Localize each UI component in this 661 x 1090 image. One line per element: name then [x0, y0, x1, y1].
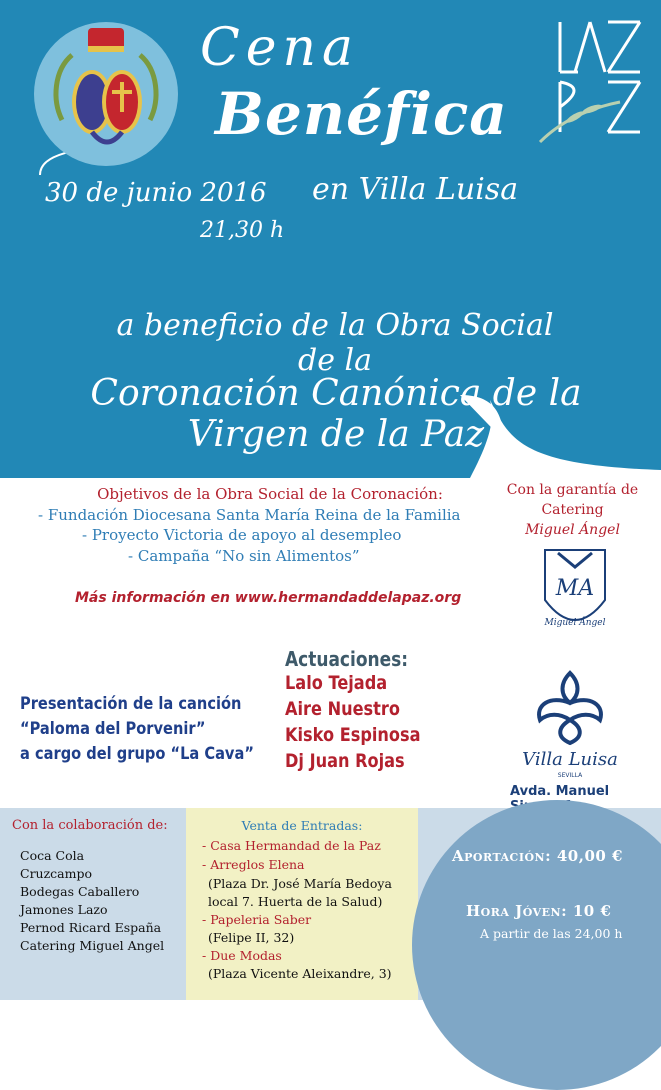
catering-line-2: Catering: [541, 502, 604, 518]
villa-logo-city: SEVILLA: [557, 772, 583, 779]
objective-item: - Fundación Diocesana Santa María Reina de la Familia: [38, 506, 461, 524]
objective-item: - Campaña “No sin Alimentos”: [128, 547, 360, 565]
performer: Kisko Espinosa: [285, 724, 421, 746]
price-hora-joven: Hora Jóven: 10 €: [466, 902, 612, 920]
presentation-line-2: “Paloma del Porvenir”: [20, 719, 206, 739]
la-paz-logo-icon: [530, 12, 650, 152]
event-date: 30 de junio 2016: [45, 178, 267, 208]
catering-logo-icon: [540, 545, 610, 640]
price-aportacion: Aportación: 40,00 €: [452, 847, 623, 865]
hora-joven-note: A partir de las 24,00 h: [480, 926, 623, 941]
performer: Lalo Tejada: [285, 672, 388, 694]
ticket-outlet: - Arreglos Elena: [202, 857, 305, 872]
catering-line-1: Con la garantía de: [506, 482, 639, 498]
benefit-line-1: a beneficio de la Obra Social de la: [116, 308, 554, 378]
ticket-outlet-address: (Felipe II, 32): [208, 930, 295, 945]
villa-logo-name: Villa Luisa: [522, 749, 618, 770]
ticket-outlet: - Casa Hermandad de la Paz: [202, 838, 381, 853]
ticket-outlet: - Papeleria Saber: [202, 912, 312, 927]
objectives-title: Objetivos de la Obra Social de la Coronación:: [97, 485, 443, 503]
collaboration-title: Con la colaboración de:: [12, 818, 168, 833]
venue-address: Avda. Manuel: [510, 784, 610, 799]
sponsor-item: Jamones Lazo: [20, 902, 108, 917]
more-info-link[interactable]: Más información en www.hermandaddelapaz.org: [75, 590, 462, 606]
title-line-1: Cena: [200, 18, 360, 78]
ticket-outlet-address: (Plaza Vicente Aleixandre, 3): [208, 966, 392, 981]
objective-item: - Proyecto Victoria de apoyo al desempleo: [82, 526, 402, 544]
performer: Dj Juan Rojas: [285, 750, 405, 772]
catering-logo-text: Miguel Ángel: [544, 618, 606, 628]
presentation-line-1: Presentación de la canción: [20, 694, 242, 714]
performer: Aire Nuestro: [285, 698, 400, 720]
sponsor-item: Bodegas Caballero: [20, 884, 140, 899]
catering-name: Miguel Ángel: [525, 522, 620, 538]
sponsor-item: Cruzcampo: [20, 866, 93, 881]
sponsor-item: Pernod Ricard España: [20, 920, 162, 935]
benefit-line-2: Coronación Canónica de la Virgen de la Paz: [90, 373, 582, 455]
catering-guarantee: [505, 480, 640, 540]
ticket-outlet: - Due Modas: [202, 948, 282, 963]
brotherhood-crest-icon: [32, 20, 180, 168]
event-time: 21,30 h: [200, 218, 285, 243]
performances-title: Actuaciones:: [285, 647, 409, 671]
title-line-2: Benéfica: [215, 80, 508, 148]
svg-text:MA: MA: [555, 576, 595, 601]
ticket-outlet-address: local 7. Huerta de la Salud): [208, 894, 383, 909]
sponsor-item: Catering Miguel Angel: [20, 938, 165, 953]
sponsor-item: Coca Cola: [20, 848, 85, 863]
villa-luisa-logo-icon: [520, 665, 620, 780]
event-place: en Villa Luisa: [312, 172, 519, 207]
presentation-line-3: a cargo del grupo “La Cava”: [20, 744, 254, 764]
ticket-outlet-address: (Plaza Dr. José María Bedoya: [208, 876, 392, 891]
tickets-title: Venta de Entradas:: [241, 818, 363, 833]
